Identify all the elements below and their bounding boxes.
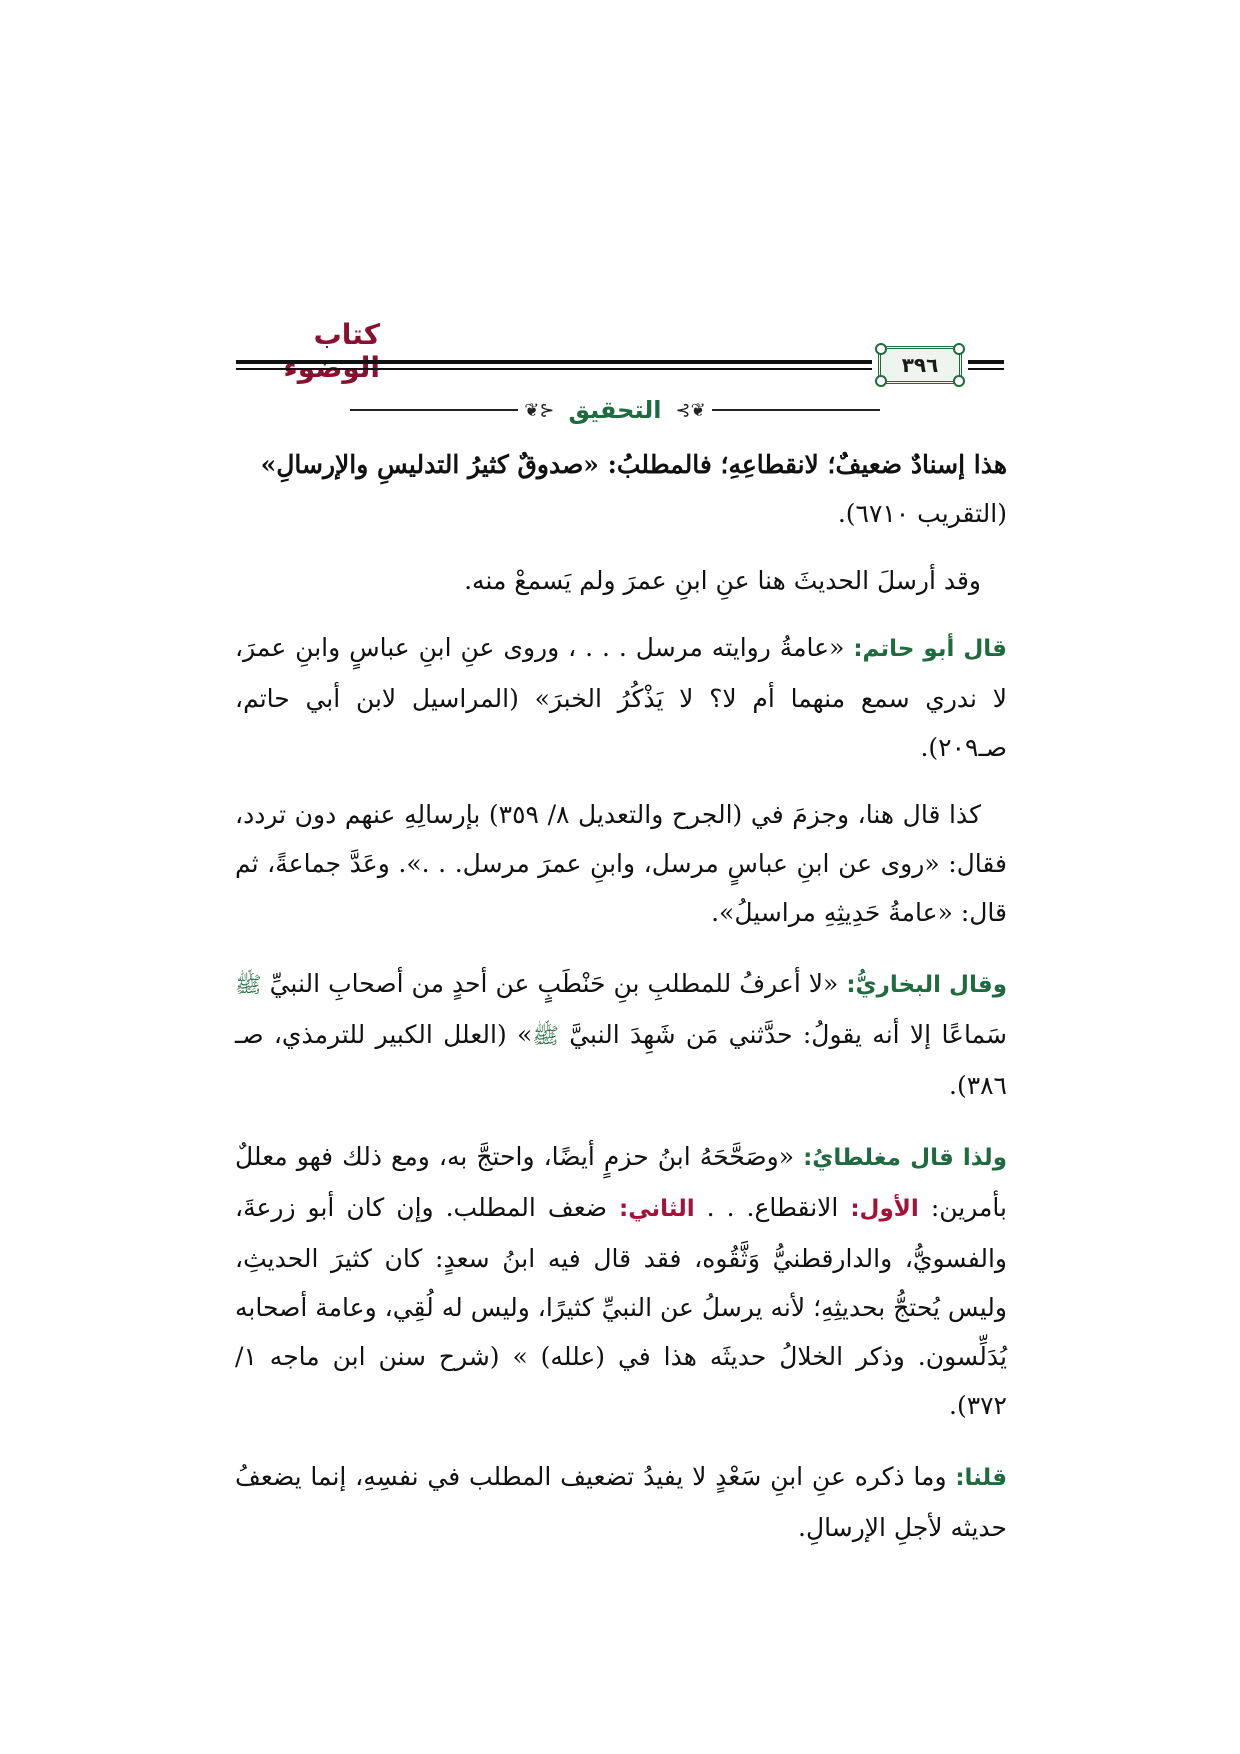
page-number-frame bbox=[878, 346, 962, 384]
paragraph-mughlatay bbox=[235, 1132, 1007, 1430]
quote-text: «وصَحَّحَهُ ابنُ حزمٍ أيضًا، واحتجَّ به، ومع ذلك فهو معللٌ بأمرين: bbox=[235, 1142, 1007, 1222]
header-rule-right-thick bbox=[968, 360, 1004, 364]
frame-corner-ornament bbox=[953, 343, 965, 355]
point-label-second: الثاني: bbox=[619, 1196, 695, 1222]
frame-corner-ornament bbox=[875, 343, 887, 355]
main-text bbox=[235, 440, 1007, 1574]
header-rule-right-thin bbox=[968, 368, 1004, 370]
heading-ornament-icon: ❦⊱ bbox=[675, 399, 706, 421]
header-rule-thick bbox=[236, 360, 872, 364]
page-number: ٣٩٦ bbox=[901, 353, 939, 377]
speaker-label: وقال البخاريُّ: bbox=[846, 972, 1007, 998]
header-rule-thin bbox=[236, 368, 872, 370]
section-heading bbox=[350, 392, 880, 428]
quote-text: «عامةُ روايته مرسل . . . ، وروى عنِ ابنِ عباسٍ وابنِ عمرَ، لا ندري سمع منهما أم لا؟ لا يَذْكُرُ الخبرَ» (المراسيل لابن أبي حاتم، صـ٢٠٩). bbox=[235, 633, 1007, 762]
paragraph-jarh: كذا قال هنا، وجزمَ في (الجرح والتعديل ٨/ ٣٥٩) بإرسالِهِ عنهم دون تردد، فقال: «روى عن ابنِ عباسٍ مرسل، وابنِ عمرَ مرسل. . .». وعَدَّ جماعةً، ثم قال: «عامةُ حَدِيثِهِ مراسيلُ». bbox=[235, 800, 1007, 927]
frame-corner-ornament bbox=[875, 375, 887, 387]
speaker-label: ولذا قال مغلطايُ: bbox=[803, 1145, 1007, 1171]
quote-text: سَماعًا إلا أنه يقولُ: حدَّثني مَن شَهِدَ النبيَّ bbox=[558, 1020, 1007, 1049]
heading-line-left bbox=[350, 409, 518, 411]
speaker-label: قال أبو حاتم: bbox=[853, 636, 1007, 662]
point-label-first: الأول: bbox=[850, 1196, 919, 1222]
quote-text: «لا أعرفُ للمطلبِ بنِ حَنْطَبٍ عن أحدٍ من أصحابِ النبيِّ bbox=[261, 969, 847, 998]
heading-line-right bbox=[712, 409, 880, 411]
heading-ornament-icon: ⊰❦ bbox=[524, 399, 555, 421]
isnad-statement: هذا إسنادٌ ضعيفٌ؛ لانقطاعِهِ؛ فالمطلبُ: «صدوقٌ كثيرُ التدليسِ والإرسالِ» bbox=[260, 450, 1007, 479]
paragraph-conclusion bbox=[235, 1452, 1007, 1552]
frame-corner-ornament bbox=[953, 375, 965, 387]
paragraph-irsal: وقد أرسلَ الحديثَ هنا عنِ ابنِ عمرَ ولم يَسمعْ منه. bbox=[464, 566, 981, 595]
quote-text: » (العلل الكبير للترمذي، صـ ٣٨٦). bbox=[235, 1020, 1007, 1100]
quote-text: الانقطاع. . . bbox=[694, 1193, 851, 1222]
quote-text: ضعف المطلب. وإن كان أبو زرعةَ، والفسويُّ، والدارقطنيُّ وَثَّقُوه، فقد قال فيه ابنُ سعدٍ: كان كثيرَ الحديثِ، وليس يُحتجُّ بحديثِهِ؛ لأنه يرسلُ عن النبيِّ كثيرًا، وليس له لُقِي، وعامة أصحابه يُدَلِّسون. وذكر الخلالُ حديثَه هذا في (علله) » (شرح سنن ابن ماجه ١/ ٣٧٢). bbox=[235, 1193, 1007, 1420]
book-title: كتاب bbox=[313, 318, 380, 351]
conclusion-text: وما ذكره عنِ ابنِ سَعْدٍ لا يفيدُ تضعيف المطلب في نفسِهِ، إنما يضعفُ حديثه لأجلِ الإرسالِ. bbox=[235, 1462, 1007, 1542]
pbuh-glyph: ﷺ bbox=[532, 1024, 559, 1049]
section-title: التحقيق bbox=[568, 396, 662, 424]
pbuh-glyph: ﷺ bbox=[235, 973, 262, 998]
isnad-reference: (التقريب ٦٧١٠). bbox=[837, 499, 1007, 528]
speaker-label: قلنا: bbox=[955, 1465, 1007, 1491]
paragraph-abu-hatim bbox=[235, 623, 1007, 772]
paragraph-bukhari bbox=[235, 959, 1007, 1110]
paragraph-isnad bbox=[235, 440, 1007, 538]
